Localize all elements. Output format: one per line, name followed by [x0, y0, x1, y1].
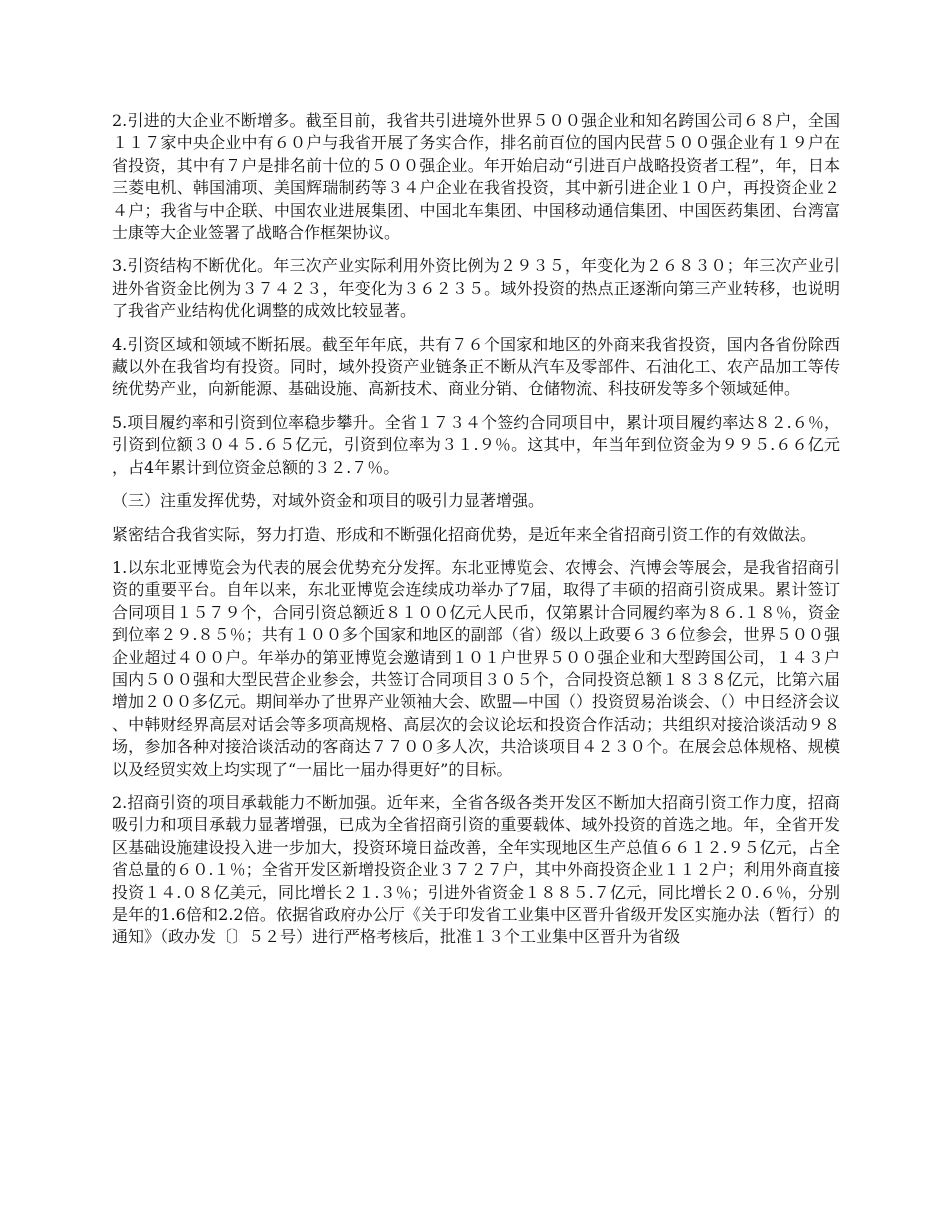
- paragraph-expo-advantage: 1.以东北亚博览会为代表的展会优势充分发挥。东北亚博览会、农博会、汽博会等展会，是我省招商引资的重要平台。自年以来，东北亚博览会连续成功举办了7届，取得了丰硕的招商引资成果。累计签订合同项目１５７９个，合同引资总额近８１００亿元人民币，仅第累计合同履约率为８６.１８％，资金到位率２９.８５％；共有１００多个国家和地区的副部（省）级以上政要６３６位参会，世界５００强企业超过４００户。年举办的第亚博览会邀请到１０１户世界５００强企业和大型跨国公司，１４３户国内５００强和大型民营企业参会，共签订合同项目３０５个，合同投资总额１８３８亿元，比第六届增加２００多亿元。期间举办了世界产业领袖大会、欧盟—中国（）投资贸易治谈会、（）中日经济会议、中韩财经界高层对话会等多项高规格、高层次的会议论坛和投资合作活动；共组织对接洽谈活动９８场，参加各种对接洽谈活动的客商达７７００多人次，共洽谈项目４２３０个。在展会总体规格、规模以及经贸实效上均实现了“一届比一届办得更好”的目标。: [112, 557, 841, 779]
- paragraph-intro-advantages: 紧密结合我省实际，努力打造、形成和不断强化招商优势，是近年来全省招商引资工作的有效做法。: [112, 524, 817, 544]
- paragraph-contract-fulfillment: 5.项目履约率和引资到位率稳步攀升。全省１７３４个签约合同项目中，累计项目履约率达８２.６％，引资到位额３０４５.６５亿元，引资到位率为３１.９％。这其中，年当年到位资金为９９５.６６亿元，占4年累计到位资金总额的３２.７％。: [112, 412, 840, 477]
- section-heading-advantages: （三）注重发挥优势，对域外资金和项目的吸引力显著增强。: [112, 491, 545, 511]
- document-body: [112, 110, 840, 960]
- paragraph-large-enterprises: 2.引进的大企业不断增多。截至目前，我省共引进境外世界５００强企业和知名跨国公司６８户，全国１１７家中央企业中有６０户与我省开展了务实合作，排名前百位的国内民营５００强企业有１９户在省投资，其中有７户是排名前十位的５００强企业。年开始启动“引进百户战略投资者工程”，年，日本三菱电机、韩国浦项、美国辉瑞制药等３４户企业在我省投资，其中新引进企业１０户，再投资企业２４户；我省与中企联、中国农业进展集团、中国北车集团、中国移动通信集团、中国医药集团、台湾富士康等大企业签署了战略合作框架协议。: [112, 111, 840, 243]
- paragraph-project-capacity: 2.招商引资的项目承载能力不断加强。近年来，全省各级各类开发区不断加大招商引资工作力度，招商吸引力和项目承载力显著增强，已成为全省招商引资的重要载体、域外投资的首选之地。年，全省开发区基础设施建设投入进一步加大，投资环境日益改善，全年实现地区生产总值６６１２.９５亿元，占全省总量的６０.１％；全省开发区新增投资企业３７２７户，其中外商投资企业１１２户；利用外商直接投资１４.０８亿美元，同比增长２１.３％；引进外省资金１８８５.７亿元，同比增长２０.６％，分别是年的1.6倍和2.2倍。依据省政府办公厅《关于印发省工业集中区晋升省级开发区实施办法（暂行）的通知》（政办发〔〕５２号）进行严格考核后，批准１３个工业集中区晋升为省级: [112, 792, 840, 947]
- paragraph-investment-structure: 3.引资结构不断优化。年三次产业实际利用外资比例为２９３５，年变化为２６８３０；年三次产业引进外省资金比例为３７４２３，年变化为３６２３５。域外投资的热点正逐渐向第三产业转移，也说明了我省产业结构优化调整的成效比较显著。: [112, 256, 840, 321]
- paragraph-investment-regions: 4.引资区域和领域不断拓展。截至年年底，共有７６个国家和地区的外商来我省投资，国内各省份除西藏以外在我省均有投资。同时，域外投资产业链条正不断从汽车及零部件、石油化工、农产品加工等传统优势产业，向新能源、基础设施、高新技术、商业分销、仓储物流、科技研发等多个领域延伸。: [112, 334, 840, 399]
